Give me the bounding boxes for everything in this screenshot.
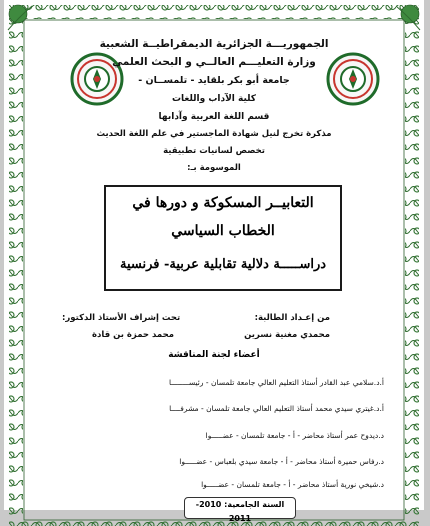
committee-member: أ.د.سلامي عبد القادر أستاذ التعليم العالي جامعة تلمسان - رئيســــــــا	[168, 378, 384, 387]
committee-member: أ.د.غيتري سيدي محمد أستاذ التعليم العالي جامعة تلمسان - مشرفــــا	[169, 404, 384, 413]
title-line-1: التعابيــر المسكوكة و دورها في	[132, 195, 314, 211]
title-line-3: دراســـــة دلالية تقابلية عربية- فرنسية	[119, 257, 327, 272]
title-line-2: الخطاب السياسي	[171, 223, 275, 239]
supervisor-label: تحت إشراف الأستاذ الدكتور:	[62, 313, 181, 323]
thesis-title-box	[104, 185, 342, 291]
country-name: الجمهوريـــة الجزائرية الديمقراطيــة الشعبية	[99, 38, 329, 50]
committee-member: د.رفاس حميرة أستاذ محاضر - أ - جامعة سيدي بلعباس - عضـــــوا	[179, 457, 384, 466]
ministry-name: وزارة التعليـــم العالــي و البحث العلمي	[112, 56, 316, 68]
university-name: جامعة أبو بكر بلقايد - تلمســان -	[138, 75, 290, 86]
specialty: تخصص لسانيات تطبيقية	[163, 146, 265, 156]
committee-title: أعضاء لجنة المناقشة	[168, 350, 260, 360]
faculty-name: كلية الآداب واللغات	[171, 94, 257, 104]
memo-description: مذكرة تخرج لنيل شهادة الماجستير في علم اللغة الحديث	[96, 129, 332, 139]
prepared-by-label: من إعـداد الطالبة:	[254, 313, 330, 323]
student-name: محمدي مغنية نسرين	[244, 330, 330, 340]
department-name: قسم اللغة العربية وآدابها	[158, 112, 270, 122]
labelled-caption: الموسومة بـ:	[187, 163, 241, 173]
document-page	[4, 0, 424, 523]
academic-year: السنة الجامعية: 2010- 2011	[184, 497, 296, 519]
supervisor-name: محمد حمزة بن قادة	[92, 330, 174, 340]
committee-member: د.شيخي نورية أستاذ محاضر - أ - جامعة تلمسان - عضـــــوا	[201, 480, 384, 489]
committee-member: د.ديدوح عمر أستاذ محاضر - أ - جامعة تلمسان - عضـــــوا	[205, 431, 384, 440]
